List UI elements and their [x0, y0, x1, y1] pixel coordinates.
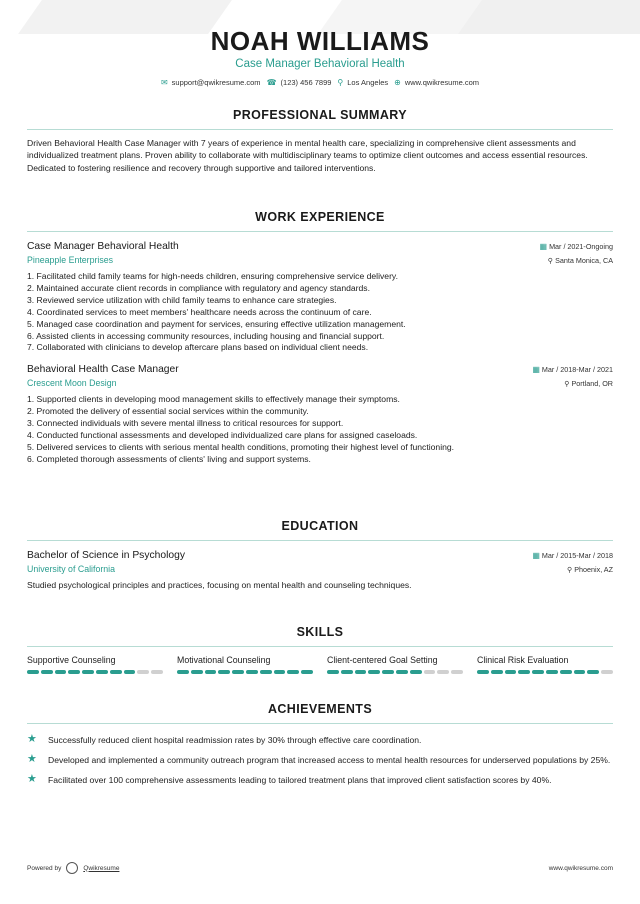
bullet-item: 6. Assisted clients in accessing community resources, including housing and financial support. [27, 330, 385, 341]
location-text: Los Angeles [347, 78, 389, 87]
calendar-icon: ▦ [532, 365, 540, 375]
skill-segment-filled [110, 670, 122, 674]
skill-segment-filled [301, 670, 313, 674]
contact-phone [267, 78, 332, 88]
skill-segment-filled [246, 670, 258, 674]
bullet-item: 4. Coordinated services to meet members' healthcare needs across the continuum of care. [27, 306, 372, 317]
contact-website[interactable] [394, 78, 479, 88]
job-date [532, 365, 613, 374]
skill-level-bar [27, 670, 163, 674]
skill-segment-filled [218, 670, 230, 674]
job-date-text: Mar / 2021-Ongoing [549, 242, 613, 251]
candidate-title: Case Manager Behavioral Health [235, 58, 405, 70]
location-pin-icon: ⚲ [564, 379, 570, 389]
location-pin-icon: ⚲ [547, 256, 554, 265]
skill-segment-filled [205, 670, 217, 674]
section-heading: EDUCATION [281, 519, 359, 533]
education-location-text: Phoenix, AZ [574, 565, 613, 574]
section-divider [27, 723, 613, 724]
skill-segment-filled [68, 670, 80, 674]
phone-icon: ☎ [266, 78, 277, 87]
skill-name: Supportive Counseling [27, 655, 116, 665]
achievement-item [27, 754, 613, 766]
skill-segment-filled [518, 670, 530, 674]
bullet-item: 4. Conducted functional assessments and developed individualized care plans for assigned caseloads. [27, 430, 418, 441]
skill-segment-filled [396, 670, 408, 674]
summary-section [27, 108, 613, 174]
skill-segment-filled [82, 670, 94, 674]
bullet-item: 1. Facilitated child family teams for high-needs children, ensuring comprehensive service delivery. [27, 271, 398, 281]
bullet-item: 5. Delivered services to clients with serious mental health conditions, promoting their highest level of functioning. [27, 441, 455, 452]
skill-segment-empty [601, 670, 613, 674]
powered-by [27, 862, 119, 874]
calendar-icon: ▦ [539, 242, 548, 251]
email-text: support@qwikresume.com [171, 78, 261, 87]
skill-segment-filled [560, 670, 572, 674]
skill-item [177, 655, 313, 674]
company-name: Pineapple Enterprises [27, 255, 114, 265]
star-icon: ★ [27, 733, 37, 745]
achievement-text: Successfully reduced client hospital readmission rates by 30% through effective care coordination. [48, 735, 422, 745]
job-date [540, 242, 614, 251]
section-heading: PROFESSIONAL SUMMARY [233, 108, 407, 122]
job-location-text: Santa Monica, CA [555, 256, 613, 265]
section-divider [27, 540, 613, 541]
skill-segment-filled [546, 670, 558, 674]
achievement-text: Developed and implemented a community outreach program that increased access to mental health resources for underserved populations by 25%. [48, 755, 611, 765]
skill-segment-filled [287, 670, 299, 674]
skill-segment-empty [151, 670, 163, 674]
skill-segment-filled [274, 670, 286, 674]
job-title: Case Manager Behavioral Health [27, 241, 179, 252]
skill-segment-filled [124, 670, 136, 674]
job-date-text: Mar / 2018-Mar / 2021 [541, 365, 613, 375]
education-section [27, 519, 613, 591]
degree-title: Bachelor of Science in Psychology [27, 550, 185, 561]
job-location [564, 379, 613, 388]
contact-location [337, 78, 388, 88]
achievement-item [27, 734, 613, 746]
skill-segment-empty [451, 670, 463, 674]
skill-name: Motivational Counseling [177, 655, 271, 665]
skills-list [27, 655, 613, 674]
website-text: www.qwikresume.com [404, 78, 480, 87]
company-name: Crescent Moon Design [27, 378, 117, 389]
bullet-item: 1. Supported clients in developing mood management skills to effectively manage their symptoms. [27, 394, 400, 405]
section-heading: ACHIEVEMENTS [267, 702, 373, 716]
skill-segment-empty [424, 670, 436, 674]
bullet-item: 3. Reviewed service utilization with child family teams to enhance care strategies. [27, 294, 337, 305]
education-entry [27, 550, 613, 591]
skill-item [327, 655, 463, 674]
skill-segment-filled [574, 670, 586, 674]
section-heading: WORK EXPERIENCE [255, 210, 385, 224]
phone-text: (123) 456 7899 [280, 78, 332, 87]
skill-level-bar [177, 670, 313, 674]
skill-segment-filled [327, 670, 339, 674]
skill-item [27, 655, 163, 674]
skill-segment-filled [191, 670, 203, 674]
skill-segment-filled [382, 670, 394, 674]
powered-by-label: Powered by [27, 864, 62, 872]
skill-level-bar [477, 670, 613, 674]
skill-segment-filled [341, 670, 353, 674]
star-icon: ★ [27, 753, 37, 765]
section-heading: SKILLS [296, 625, 344, 639]
bullet-item: 3. Connected individuals with severe mental illness to critical resources for support. [27, 418, 344, 429]
bullet-item: 2. Promoted the delivery of essential social services within the community. [27, 406, 309, 417]
resume-header [0, 0, 640, 88]
job-bullets [27, 394, 613, 465]
skills-section [27, 625, 613, 674]
skill-name: Client-centered Goal Setting [327, 655, 438, 665]
bullet-item: 2. Maintained accurate client records in compliance with regulatory and agency standards. [27, 282, 370, 293]
skill-segment-empty [437, 670, 449, 674]
job-title: Behavioral Health Case Manager [27, 364, 179, 376]
achievement-item [27, 774, 613, 786]
skill-segment-filled [355, 670, 367, 674]
location-pin-icon: ⚲ [337, 78, 344, 87]
skill-item [477, 655, 613, 674]
skill-segment-empty [137, 670, 149, 674]
footer-website[interactable]: www.qwikresume.com [548, 864, 613, 872]
calendar-icon: ▦ [532, 551, 540, 560]
skill-segment-filled [260, 670, 272, 674]
skill-segment-filled [177, 670, 189, 674]
job-location [548, 256, 613, 265]
skill-segment-filled [96, 670, 108, 674]
star-icon: ★ [27, 773, 37, 785]
skill-segment-filled [410, 670, 422, 674]
achievement-text: Facilitated over 100 comprehensive assessments leading to tailored treatment plans that improved client satisfaction scores by 40%. [48, 775, 552, 785]
qwikresume-logo-icon [66, 862, 78, 874]
skill-segment-filled [232, 670, 244, 674]
job-entry [27, 364, 613, 465]
skill-segment-filled [491, 670, 503, 674]
education-date [532, 551, 613, 560]
skill-segment-filled [41, 670, 53, 674]
summary-text: Driven Behavioral Health Case Manager with 7 years of experience in mental health care, specializing in comprehensive client assessments and individualized treatment plans. Proven ability to collaborate with multidisciplinary teams to optimize client outcomes and access essential resources. Dedicated to fostering resilience and recovery through supportive and tailored interventions. [27, 138, 588, 173]
skill-segment-filled [505, 670, 517, 674]
skill-segment-filled [27, 670, 39, 674]
envelope-icon: ✉ [160, 78, 168, 87]
education-location [567, 565, 613, 574]
section-divider [27, 231, 613, 232]
page-footer [27, 862, 613, 874]
achievements-section [27, 702, 613, 786]
education-description: Studied psychological principles and practices, focusing on mental health and counseling techniques. [27, 580, 412, 590]
experience-section [27, 210, 613, 466]
skill-segment-filled [368, 670, 380, 674]
globe-icon: ⊕ [394, 78, 401, 87]
contact-bar [0, 78, 640, 88]
job-location-text: Portland, OR [571, 379, 613, 389]
bullet-item: 6. Completed thorough assessments of clients' living and support systems. [27, 453, 311, 464]
skill-segment-filled [477, 670, 489, 674]
section-divider [27, 129, 613, 130]
skill-level-bar [327, 670, 463, 674]
contact-email[interactable] [161, 78, 261, 88]
bullet-item: 7. Collaborated with clinicians to develop aftercare plans based on individual client needs. [27, 342, 369, 353]
school-name: University of California [27, 564, 115, 574]
skill-name: Clinical Risk Evaluation [477, 655, 569, 665]
skill-segment-filled [55, 670, 67, 674]
skill-segment-filled [532, 670, 544, 674]
section-divider [27, 646, 613, 647]
job-entry [27, 241, 613, 354]
bullet-item: 5. Managed case coordination and payment for services, ensuring effective utilization management. [27, 318, 406, 329]
candidate-name: NOAH WILLIAMS [210, 26, 430, 56]
education-date-text: Mar / 2015-Mar / 2018 [541, 551, 613, 560]
job-bullets [27, 271, 613, 354]
skill-segment-filled [587, 670, 599, 674]
location-pin-icon: ⚲ [566, 565, 573, 574]
brand-link[interactable]: Qwikresume [83, 864, 120, 872]
